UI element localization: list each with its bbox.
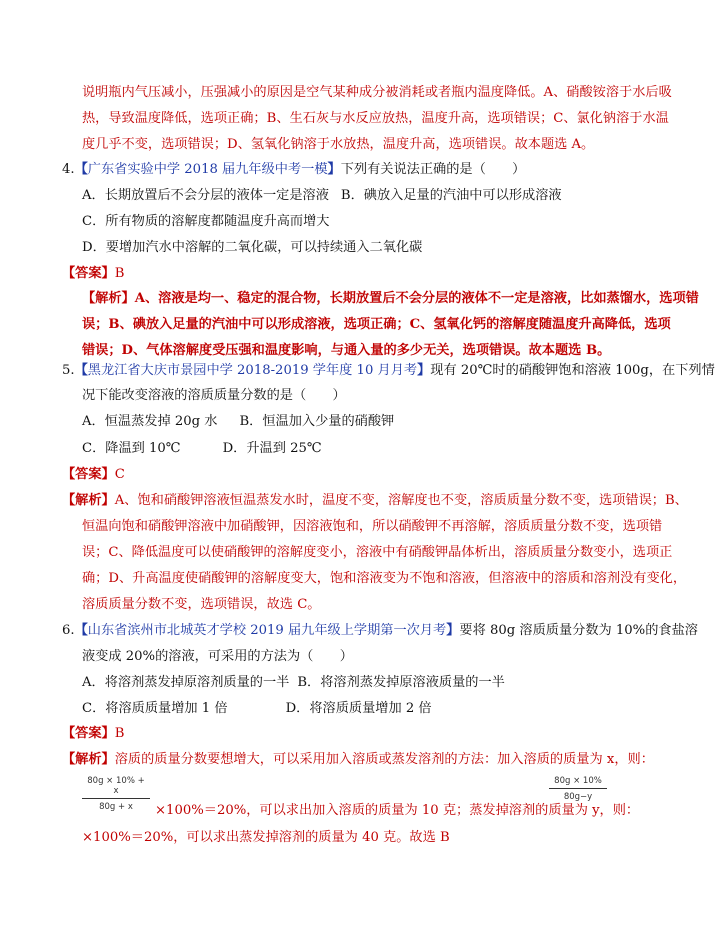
answer-value: C — [114, 467, 125, 482]
option-c: C．降温到 10℃ — [82, 441, 181, 456]
source-bracket-close: 】 — [327, 162, 341, 177]
source-bracket-open: 【 — [74, 363, 88, 378]
source-bracket-close: 】 — [446, 623, 460, 638]
analysis-row-1 — [82, 290, 699, 308]
source-bracket-open: 【 — [74, 623, 88, 638]
question-6-header — [62, 622, 698, 640]
analysis-row-3: 错误；D、气体溶解度受压强和温度影响，与通入量的多少无关，选项错误。故本题选 B。 — [82, 343, 611, 358]
analysis-text: A、饱和硝酸钾溶液恒温蒸发水时，温度不变，溶解度也不变，溶质质量分数不变，选项错误；B、 — [114, 493, 688, 508]
question-5-header — [62, 362, 715, 380]
answer-label: 【答案】 — [62, 266, 115, 281]
analysis-text: 溶质的质量分数要想增大，可以采用加入溶质或蒸发溶剂的方法：加入溶质的质量为 x，则： — [114, 752, 654, 767]
analysis-row-2: 恒温向饱和硝酸钾溶液中加硝酸钾，因溶液饱和，所以硝酸钾不再溶解，溶质质量分数不变，选项错 — [82, 519, 663, 534]
analysis-label: 【解析】 — [62, 752, 115, 767]
question-6-stem-2: 液变成 20%的溶液，可采用的方法为（ ） — [82, 649, 353, 664]
option-c: C．将溶质质量增加 1 倍 — [82, 701, 228, 716]
analysis-row-3: ×100%＝20%，可以求出蒸发掉溶剂的质量为 40 克。故选 B — [82, 830, 450, 845]
analysis-row-2: 误；B、碘放入足量的汽油中可以形成溶液，选项正确；C、氢氧化钙的溶解度随温度升高降低，选项 — [82, 317, 671, 332]
option-c: C．所有物质的溶解度都随温度升高而增大 — [82, 214, 330, 229]
question-stem: 要将 80g 溶质质量分数为 10%的食盐溶 — [459, 623, 698, 638]
analysis-label: 【解析】 — [82, 291, 135, 306]
answer-value: B — [114, 266, 125, 281]
answer-row — [62, 725, 124, 743]
option-a: A．恒温蒸发掉 20g 水 — [82, 414, 218, 429]
question-source: 广东省实验中学 2018 届九年级中考一模 — [87, 162, 328, 177]
answer-row — [62, 466, 125, 484]
option-d: D．将溶质质量增加 2 倍 — [285, 701, 432, 716]
analysis-row-3: 误；C、降低温度可以使硝酸钾的溶解度变小，溶液中有硝酸钾晶体析出，溶质质量分数变小，选项正 — [82, 545, 673, 560]
analysis-label: 【解析】 — [62, 493, 115, 508]
question-4-options-ab — [82, 187, 562, 205]
analysis-row-5: 溶质质量分数不变，选项错误，故选 C。 — [82, 597, 321, 612]
answer-label: 【答案】 — [62, 467, 115, 482]
fraction-numerator: 80g × 10% + x — [87, 776, 145, 796]
question-source: 山东省滨州市北城英才学校 2019 届九年级上学期第一次月考 — [87, 623, 447, 638]
option-d: D．要增加汽水中溶解的二氧化碳，可以持续通入二氧化碳 — [82, 240, 423, 255]
question-stem: 下列有关说法正确的是（ ） — [340, 162, 526, 177]
question-5-options-ab — [82, 413, 394, 431]
fraction-denominator: 80g−y — [563, 792, 593, 802]
question-number: 4. — [62, 162, 75, 177]
question-source: 黑龙江省大庆市景园中学 2018-2019 学年度 10 月月考 — [87, 363, 418, 378]
fraction-added-solute — [82, 776, 150, 812]
answer-label: 【答案】 — [62, 726, 115, 741]
option-a: A．长期放置后不会分层的液体一定是溶液 — [82, 188, 329, 203]
answer-value: B — [114, 726, 125, 741]
analysis-row-1 — [62, 751, 654, 769]
question-5-stem-2: 况下能改变溶液的溶质质量分数的是（ ） — [82, 388, 346, 403]
analysis-text: A、溶液是均一、稳定的混合物，长期放置后不会分层的液体不一定是溶液，比如蒸馏水，选项错 — [134, 291, 699, 306]
answer-row — [62, 265, 124, 283]
intro-line-1: 说明瓶内气压减小，压强减小的原因是空气某种成分被消耗或者瓶内温度降低。A、硝酸铵溶于水后吸 — [82, 85, 672, 100]
option-b: B．将溶剂蒸发掉原溶液质量的一半 — [297, 675, 505, 690]
question-number: 5. — [62, 363, 75, 378]
option-b: B．碘放入足量的汽油中可以形成溶液 — [340, 188, 562, 203]
question-stem: 现有 20℃时的硝酸钾饱和溶液 100g，在下列情 — [430, 363, 715, 378]
option-b: B．恒温加入少量的硝酸钾 — [239, 414, 395, 429]
question-6-options-cd — [82, 700, 432, 718]
source-bracket-open: 【 — [74, 162, 88, 177]
analysis-row-1 — [62, 492, 688, 510]
source-bracket-close: 】 — [417, 363, 431, 378]
intro-line-3: 度几乎不变，选项错误；D、氢氧化钠溶于水放热，温度升高，选项错误。故本题选 A。 — [82, 137, 595, 152]
fraction-evaporated-solvent — [549, 776, 607, 802]
intro-line-2: 热，导致温度降低，选项正确；B、生石灰与水反应放热，温度升高，选项错误；C、氯化钠溶于水温 — [82, 111, 669, 126]
fraction-denominator: 80g + x — [99, 802, 133, 812]
question-6-options-ab — [82, 674, 505, 692]
analysis-row-4: 确；D、升高温度使硝酸钾的溶解度变大，饱和溶液变为不饱和溶液，但溶液中的溶质和溶剂没有变化， — [82, 571, 687, 586]
option-a: A．将溶剂蒸发掉原溶剂质量的一半 — [82, 675, 290, 690]
question-4-header — [62, 161, 525, 179]
option-d: D．升温到 25℃ — [222, 441, 322, 456]
analysis-row-2: ×100%＝20%，可以求出加入溶质的质量为 10 克；蒸发掉溶剂的质量为 y，则： — [155, 803, 640, 818]
question-number: 6. — [62, 623, 75, 638]
fraction-numerator: 80g × 10% — [554, 776, 602, 786]
question-5-options-cd — [82, 440, 322, 458]
